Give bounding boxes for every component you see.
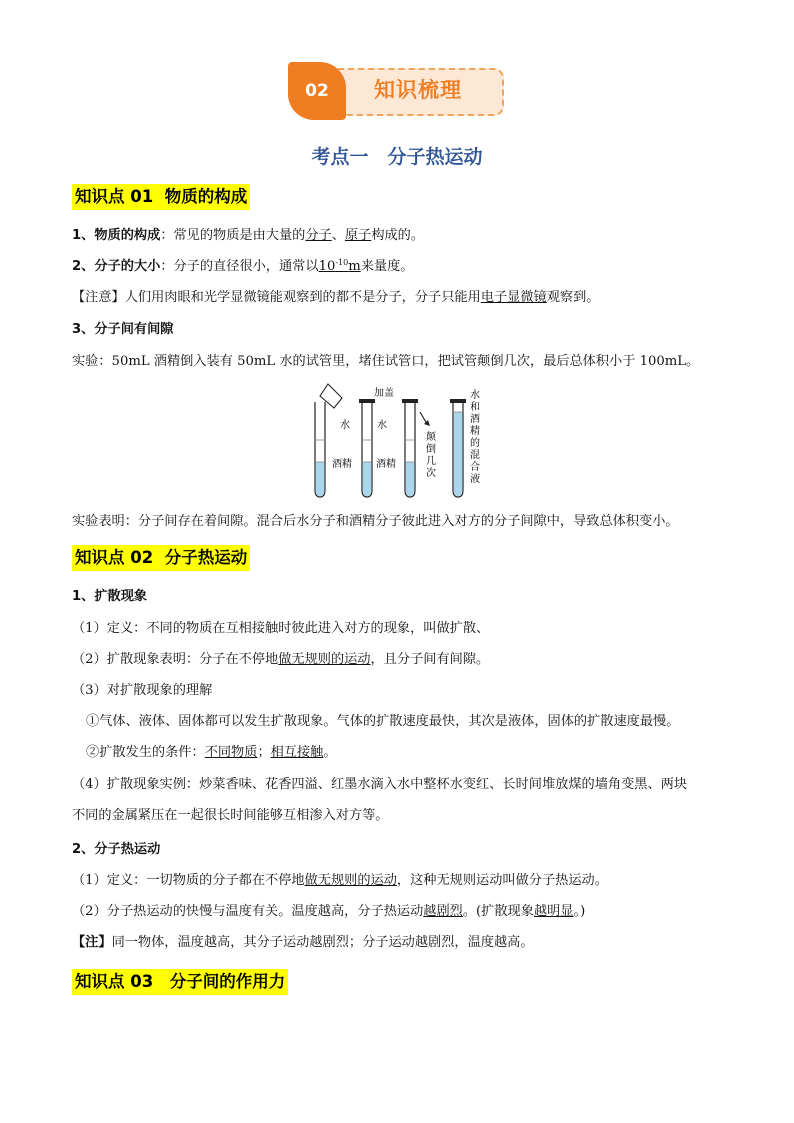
knowledge-point-2-title: 知识点 02 分子热运动 xyxy=(72,545,250,571)
label-invert-3: 几 xyxy=(426,456,436,467)
kp1-item2 xyxy=(72,257,414,277)
label-mix-2: 和 xyxy=(470,402,480,413)
kp2-note xyxy=(72,933,534,953)
separator: 、 xyxy=(331,228,345,243)
tube-4 xyxy=(450,399,466,497)
size-base: 10 xyxy=(318,259,336,274)
kp2-examples-line1: （4）扩散现象实例：炒菜香味、花香四溢、红墨水滴入水中整杯水变红、长时间堆放煤的墙角变黑、两块 xyxy=(72,777,688,792)
thermal-definition-text: （1）定义：一切物质的分子都在不停地 xyxy=(72,873,305,888)
kp1-item2-label: 2、分子的大小 xyxy=(72,259,161,274)
label-mix-6: 混 xyxy=(470,450,480,461)
label-invert-4: 次 xyxy=(426,468,436,479)
kp2-examples-line2: 不同的金属紧压在一起很长时间能够互相渗入对方等。 xyxy=(72,808,389,823)
label-alcohol-1: 酒精 xyxy=(332,459,352,470)
test-tube-diagram xyxy=(310,382,490,502)
kp2-section2-label: 2、分子热运动 xyxy=(72,842,161,857)
underline-different-substances: 不同物质 xyxy=(204,745,258,760)
knowledge-point-3-title: 知识点 03 分子间的作用力 xyxy=(72,969,288,995)
kp2-note-text: 同一物体，温度越高，其分子运动越剧烈；分子运动越剧烈，温度越高。 xyxy=(111,935,534,950)
experiment-text: 实验：50mL 酒精倒入装有 50mL 水的试管里，堵住试管口，把试管颠倒几次，最后总体积小于 100mL。 xyxy=(72,354,700,369)
temperature-mid: 。(扩散现象 xyxy=(462,904,534,919)
label-mix-3: 酒 xyxy=(470,414,480,425)
label-invert-2: 倒 xyxy=(426,444,436,455)
badge-title: 知识梳理 xyxy=(374,78,462,102)
underline-more-intense: 越剧烈 xyxy=(423,904,463,919)
kp1-item1 xyxy=(72,226,424,246)
kp1-item3-label: 3、分子间有间隙 xyxy=(72,322,174,337)
label-mix-1: 水 xyxy=(470,390,480,401)
tube-2 xyxy=(359,399,375,497)
kp1-item1-text: ：常见的物质是由大量的 xyxy=(160,228,306,243)
temperature-end: 。) xyxy=(573,904,586,919)
conditions-text: ②扩散发生的条件： xyxy=(86,745,205,760)
label-lid: 加盖 xyxy=(374,388,394,399)
kp2-understanding: （3）对扩散现象的理解 xyxy=(72,683,213,698)
section-badge xyxy=(288,62,504,120)
label-invert-1: 颠 xyxy=(426,432,436,443)
invert-arrow xyxy=(420,412,430,426)
underline-microscope: 电子显微镜 xyxy=(480,290,547,305)
diffusion-shows-text: （2）扩散现象表明：分子在不停地 xyxy=(72,652,279,667)
experiment-conclusion: 实验表明：分子间存在着间隙。混合后水分子和酒精分子彼此进入对方的分子间隙中，导致总体积变小。 xyxy=(72,514,679,529)
kp1-item2-end: 来量度。 xyxy=(360,259,414,274)
kp2-thermal-definition xyxy=(72,871,608,891)
label-water-2: 水 xyxy=(377,420,387,431)
kp2-understanding-b xyxy=(86,743,337,763)
kp1-item2-text: ：分子的直径很小，通常以 xyxy=(160,259,319,274)
underline-size xyxy=(319,259,361,274)
label-mix-7: 合 xyxy=(470,462,480,473)
label-mix-4: 精 xyxy=(470,426,480,437)
underline-random-motion: 做无规则的运动 xyxy=(278,652,371,667)
size-unit: m xyxy=(348,259,361,274)
note-label: 【注意】 xyxy=(72,290,125,305)
label-mix-8: 液 xyxy=(470,474,480,485)
thermal-definition-end: ，这种无规则运动叫做分子热运动。 xyxy=(396,873,608,888)
label-alcohol-2: 酒精 xyxy=(376,459,396,470)
conditions-end: 。 xyxy=(323,745,337,760)
kp1-note xyxy=(72,288,600,308)
temperature-text: （2）分子热运动的快慢与温度有关。温度越高，分子热运动 xyxy=(72,904,424,919)
underline-molecule: 分子 xyxy=(305,228,332,243)
kp2-diffusion-shows xyxy=(72,650,489,670)
kp2-note-label: 【注】 xyxy=(72,935,112,950)
underline-atom: 原子 xyxy=(344,228,372,243)
tube-1 xyxy=(315,384,342,497)
note-end: 观察到。 xyxy=(546,290,600,305)
knowledge-point-1-title: 知识点 01 物质的构成 xyxy=(72,184,250,210)
kp2-understanding-a: ①气体、液体、固体都可以发生扩散现象。气体的扩散速度最快，其次是液体，固体的扩散速度最慢。 xyxy=(86,714,680,729)
test-tube-figure xyxy=(310,382,490,502)
tube-3 xyxy=(402,399,418,497)
note-text: 人们用肉眼和光学显微镜能观察到的都不是分子，分子只能用 xyxy=(124,290,481,305)
kp1-item1-end: 构成的。 xyxy=(371,228,425,243)
exam-point-title: 考点一 分子热运动 xyxy=(311,146,483,168)
diffusion-shows-end: ，且分子间有间隙。 xyxy=(370,652,490,667)
label-water-1: 水 xyxy=(340,420,350,431)
size-exponent: -10 xyxy=(335,258,349,267)
underline-random-motion-2: 做无规则的运动 xyxy=(304,873,397,888)
kp2-diffusion-definition: （1）定义：不同的物质在互相接触时彼此进入对方的现象，叫做扩散、 xyxy=(72,621,490,636)
kp1-item1-label: 1、物质的构成 xyxy=(72,228,161,243)
separator: ； xyxy=(257,745,271,760)
underline-contact: 相互接触 xyxy=(270,745,324,760)
kp2-thermal-temperature xyxy=(72,902,585,922)
label-mix-5: 的 xyxy=(470,438,480,449)
badge-number: 02 xyxy=(288,62,346,120)
kp2-section1-label: 1、扩散现象 xyxy=(72,589,148,604)
underline-more-obvious: 越明显 xyxy=(533,904,574,919)
